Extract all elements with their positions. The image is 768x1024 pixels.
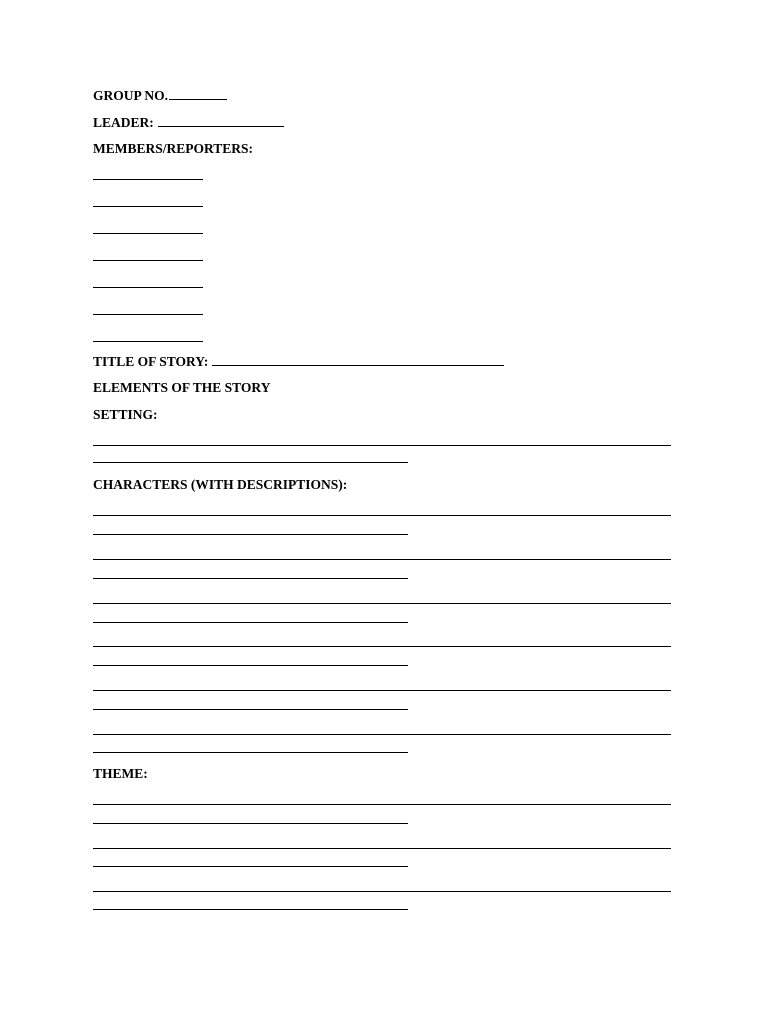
title-of-story-label: TITLE OF STORY:	[93, 354, 209, 369]
theme-line-2b[interactable]	[93, 866, 408, 867]
theme-line-1b[interactable]	[93, 823, 408, 824]
member-blank-1[interactable]	[93, 179, 203, 180]
characters-line-6b[interactable]	[93, 752, 408, 753]
members-label: MEMBERS/REPORTERS:	[93, 141, 254, 156]
characters-line-2b[interactable]	[93, 578, 408, 579]
characters-line-5b[interactable]	[93, 709, 408, 710]
characters-line-1b[interactable]	[93, 534, 408, 535]
member-blank-6[interactable]	[93, 314, 203, 315]
title-of-story-field	[93, 354, 504, 370]
setting-line-1[interactable]	[93, 445, 671, 446]
characters-line-1a[interactable]	[93, 515, 671, 516]
leader-label: LEADER:	[93, 115, 154, 130]
characters-line-4b[interactable]	[93, 665, 408, 666]
characters-line-2a[interactable]	[93, 559, 671, 560]
member-blank-4[interactable]	[93, 260, 203, 261]
characters-line-4a[interactable]	[93, 646, 671, 647]
characters-label: CHARACTERS (WITH DESCRIPTIONS):	[93, 477, 348, 492]
theme-line-2a[interactable]	[93, 848, 671, 849]
theme-line-3b[interactable]	[93, 909, 408, 910]
member-blank-5[interactable]	[93, 287, 203, 288]
theme-line-1a[interactable]	[93, 804, 671, 805]
characters-line-3b[interactable]	[93, 622, 408, 623]
theme-label: THEME:	[93, 766, 148, 781]
setting-label: SETTING:	[93, 407, 158, 422]
group-no-label: GROUP NO.	[93, 88, 169, 103]
group-no-field	[93, 88, 227, 104]
member-blank-7[interactable]	[93, 341, 203, 342]
theme-line-3a[interactable]	[93, 891, 671, 892]
characters-line-3a[interactable]	[93, 603, 671, 604]
elements-heading: ELEMENTS OF THE STORY	[93, 380, 271, 395]
characters-line-5a[interactable]	[93, 690, 671, 691]
setting-line-2[interactable]	[93, 462, 408, 463]
leader-blank[interactable]	[158, 126, 284, 127]
title-of-story-blank[interactable]	[212, 365, 504, 366]
characters-line-6a[interactable]	[93, 734, 671, 735]
member-blank-3[interactable]	[93, 233, 203, 234]
member-blank-2[interactable]	[93, 206, 203, 207]
group-no-blank[interactable]	[169, 99, 227, 100]
leader-field	[93, 115, 284, 131]
